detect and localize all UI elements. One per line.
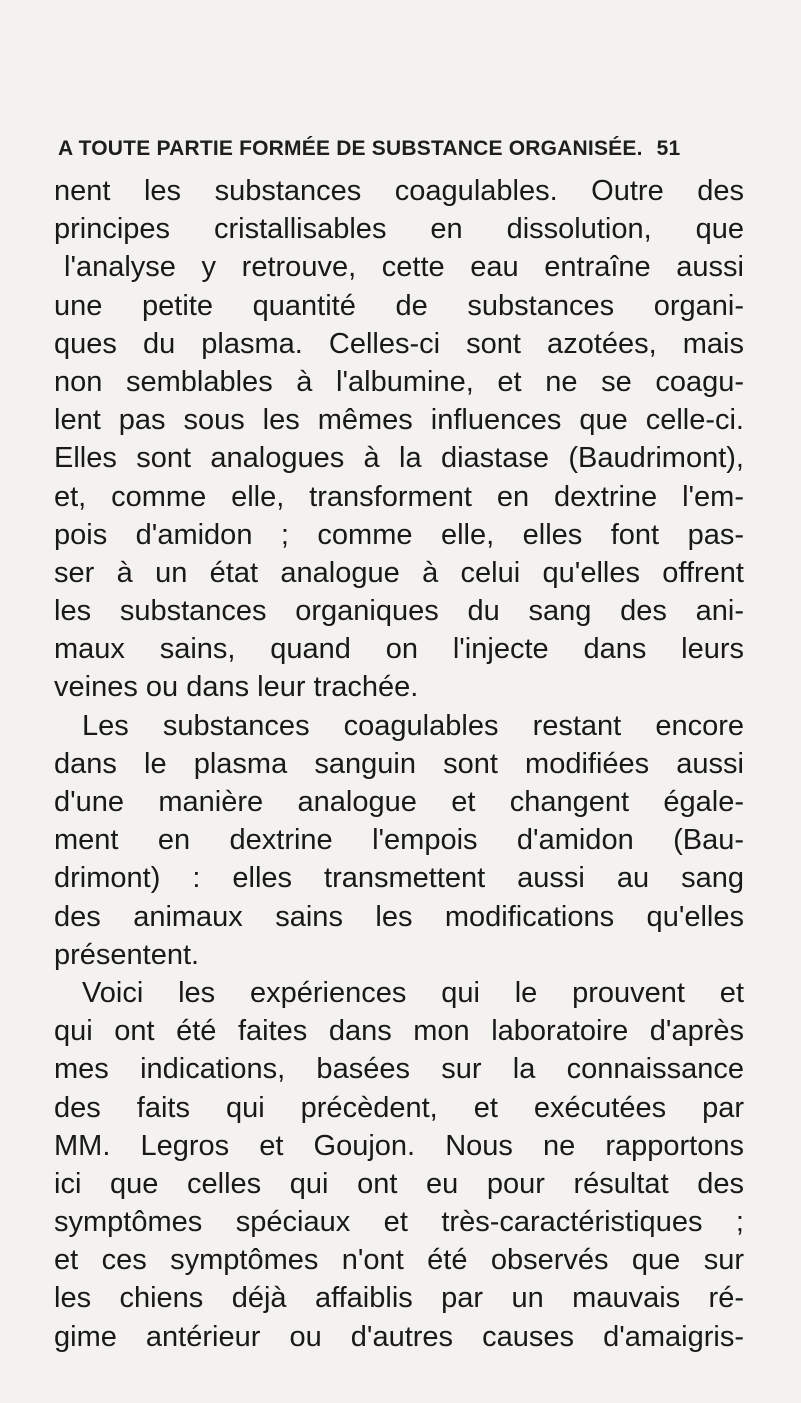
text-line: Voici les expériences qui le prouvent et [82, 976, 744, 1009]
text-line: les chiens déjà affaiblis par un mauvais ré- [54, 1282, 744, 1315]
text-line: ment en dextrine l'empois d'amidon (Bau- [54, 824, 744, 857]
text-line: qui ont été faites dans mon laboratoire d'après [54, 1015, 744, 1048]
text-line: et, comme elle, transforment en dextrine l'em- [54, 480, 744, 513]
body-text [54, 172, 744, 1356]
text-line: pois d'amidon ; comme elle, elles font pas- [54, 518, 744, 551]
text-line: une petite quantité de substances organi- [54, 289, 744, 322]
text-line: gime antérieur ou d'autres causes d'amaigris- [54, 1320, 744, 1353]
text-line: les substances organiques du sang des ani- [54, 595, 744, 628]
text-line: symptômes spéciaux et très-caractéristiques ; [54, 1206, 744, 1239]
text-line: mes indications, basées sur la connaissance [54, 1053, 744, 1086]
text-line: non semblables à l'albumine, et ne se coagu- [54, 365, 744, 398]
text-line: et ces symptômes n'ont été observés que sur [54, 1244, 744, 1277]
text-line: Elles sont analogues à la diastase (Baudrimont), [54, 442, 744, 475]
text-line: l'analyse y retrouve, cette eau entraîne aussi [64, 251, 744, 284]
text-line: ser à un état analogue à celui qu'elles offrent [54, 556, 744, 589]
running-head-title: A TOUTE PARTIE FORMÉE DE SUBSTANCE ORGANISÉE. [58, 137, 643, 160]
text-line: principes cristallisables en dissolution, que [54, 213, 744, 246]
text-line: maux sains, quand on l'injecte dans leurs [54, 633, 744, 666]
text-line: des animaux sains les modifications qu'elles [54, 900, 744, 933]
text-line: des faits qui précèdent, et exécutées par [54, 1091, 744, 1124]
text-line: ques du plasma. Celles-ci sont azotées, mais [54, 327, 744, 360]
text-line: d'une manière analogue et changent égale- [54, 786, 744, 818]
text-line: ici que celles qui ont eu pour résultat des [54, 1167, 744, 1200]
text-line: dans le plasma sanguin sont modifiées aussi [54, 747, 744, 780]
text-line: nent les substances coagulables. Outre des [54, 175, 744, 207]
text-line: MM. Legros et Goujon. Nous ne rapportons [54, 1129, 744, 1162]
text-line: Les substances coagulables restant encore [82, 709, 744, 742]
page-number: 51 [656, 137, 681, 160]
text-line: drimont) : elles transmettent aussi au sang [54, 862, 744, 895]
running-head [58, 137, 770, 161]
text-line: lent pas sous les mêmes influences que celle-ci. [54, 404, 744, 437]
text-line: veines ou dans leur trachée. [54, 671, 419, 704]
text-line: présentent. [54, 938, 200, 971]
